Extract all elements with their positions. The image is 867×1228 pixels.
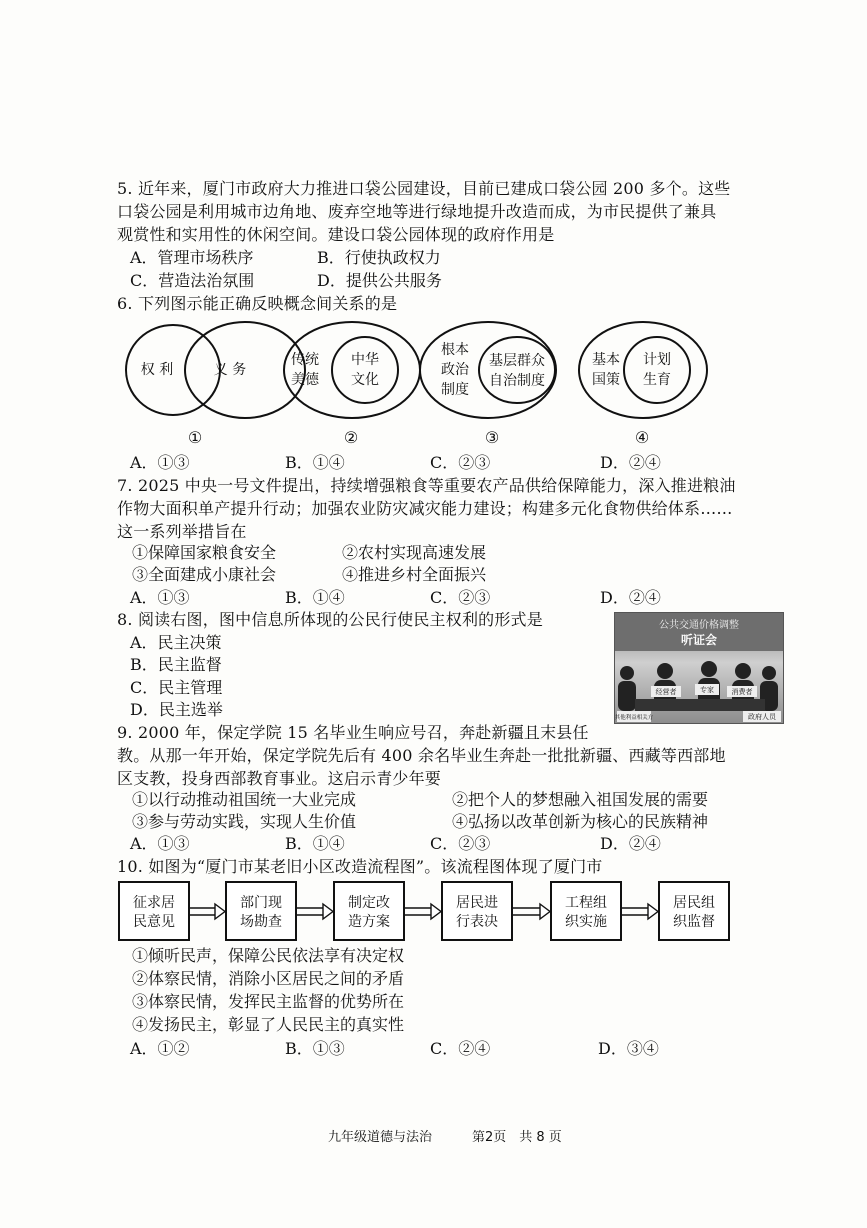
q10-option-d: D．③④	[598, 1039, 659, 1058]
renovation-flowchart	[115, 880, 740, 944]
d2-inner-label-1: 中华	[351, 352, 379, 368]
hearing-photo	[614, 612, 784, 724]
q8-option-d: D．民主选举	[130, 700, 223, 719]
q10-item-1: ①倾听民声，保障公民依法享有决定权	[132, 946, 405, 965]
q7-item-4: ④推进乡村全面振兴	[342, 565, 487, 584]
d1-right-label: 义 务	[213, 362, 247, 378]
q7-item-1: ①保障国家粮食安全	[132, 543, 277, 562]
flow-step-6-line-1: 居民组	[673, 895, 715, 911]
d2-outer-label-1: 传统	[291, 352, 319, 368]
q9-option-d: D．②④	[600, 834, 661, 853]
d3-inner-label-2: 自治制度	[489, 373, 545, 389]
q5-stem-line-2: 口袋公园是利用城市边角地、废弃空地等进行绿地提升改造而成，为市民提供了兼具	[117, 202, 717, 221]
q9-stem-line-1: 9. 2000 年，保定学院 15 名毕业生响应号召，奔赴新疆且末县任	[117, 723, 589, 742]
q9-option-c: C．②③	[430, 834, 491, 853]
q9-item-1: ①以行动推动祖国统一大业完成	[132, 790, 357, 809]
q10-item-3: ③体察民情，发挥民主监督的优势所在	[132, 992, 405, 1011]
q5-stem-line-1: 5. 近年来，厦门市政府大力推进口袋公园建设，目前已建成口袋公园 200 多个。这些	[117, 179, 731, 198]
q9-item-3: ③参与劳动实践，实现人生价值	[132, 812, 357, 831]
q7-item-3: ③全面建成小康社会	[132, 565, 277, 584]
flow-step-3-line-1: 制定改	[348, 895, 390, 911]
label-consumer: 消费者	[731, 688, 753, 696]
d3-outer-label-2: 政治	[441, 362, 469, 378]
flow-step-6-line-2: 织监督	[673, 914, 715, 930]
d1-number: ①	[187, 428, 203, 447]
q5-option-d: D．提供公共服务	[317, 271, 442, 290]
q6-option-c: C．②③	[430, 453, 491, 472]
d4-outer-label-1: 基本	[592, 352, 620, 368]
flow-step-4-box	[442, 882, 512, 940]
flow-step-5-line-1: 工程组	[565, 895, 607, 911]
flow-step-5-line-2: 织实施	[565, 914, 607, 930]
q8-option-b: B．民主监督	[130, 655, 222, 674]
q10-item-4: ④发扬民主，彰显了人民民主的真实性	[132, 1015, 405, 1034]
flow-step-4-line-1: 居民进	[456, 895, 498, 911]
q9-item-4: ④弘扬以改革创新为核心的民族精神	[452, 812, 709, 831]
q10-stem: 10. 如图为“厦门市某老旧小区改造流程图”。该流程图体现了厦门市	[117, 857, 603, 876]
flow-step-3-box	[334, 882, 404, 940]
d3-inner-circle	[479, 337, 555, 403]
d4-inner-circle	[624, 337, 690, 403]
label-expert: 专家	[700, 686, 714, 694]
q6-option-a: A．①③	[130, 453, 190, 472]
q7-stem-line-1: 7. 2025 中央一号文件提出，持续增强粮食等重要农产品供给保障能力，深入推进粮油	[117, 476, 736, 495]
q9-item-2: ②把个人的梦想融入祖国发展的需要	[452, 790, 709, 809]
q10-option-c: C．②④	[430, 1039, 491, 1058]
d2-inner-label-2: 文化	[351, 372, 379, 388]
q7-item-2: ②农村实现高速发展	[342, 543, 487, 562]
d3-inner-label-1: 基层群众	[489, 353, 545, 369]
footer-page-number: 第2页 共 8 页	[472, 1130, 562, 1145]
d4-outer-circle	[579, 322, 707, 418]
q7-stem-line-3: 这一系列举措旨在	[117, 522, 247, 541]
q5-stem-line-3: 观赏性和实用性的休闲空间。建设口袋公园体现的政府作用是	[117, 225, 555, 244]
q6-option-d: D．②④	[600, 453, 661, 472]
q9-option-a: A．①③	[130, 834, 190, 853]
label-operator: 经营者	[655, 688, 677, 696]
label-other-stakeholders: 其他利益相关方	[615, 715, 654, 721]
label-government: 政府人员	[748, 713, 776, 721]
q9-option-b: B．①④	[285, 834, 345, 853]
photo-banner-line-2: 听证会	[680, 633, 718, 647]
q6-option-b: B．①④	[285, 453, 345, 472]
d3-outer-label-3: 制度	[441, 382, 469, 398]
q5-option-a: A．管理市场秩序	[130, 248, 254, 267]
d2-inner-circle	[332, 337, 398, 403]
q6-concept-diagrams	[115, 318, 795, 450]
d1-left-label: 权 利	[140, 362, 174, 378]
flow-step-4-line-2: 行表决	[456, 914, 498, 930]
flow-step-5-box	[551, 882, 621, 940]
q8-option-c: C．民主管理	[130, 678, 223, 697]
footer-subject: 九年级道德与法治	[328, 1130, 433, 1145]
flow-step-2-line-1: 部门现	[240, 895, 282, 911]
d4-number: ④	[634, 428, 650, 447]
q7-option-d: D．②④	[600, 588, 661, 607]
d4-inner-label-1: 计划	[643, 352, 671, 368]
flow-step-2-line-2: 场勘查	[240, 914, 282, 930]
d2-outer-label-2: 美德	[291, 372, 319, 388]
d3-number: ③	[484, 428, 500, 447]
d2-number: ②	[343, 428, 359, 447]
q7-option-c: C．②③	[430, 588, 491, 607]
q9-stem-line-2: 教。从那一年开始，保定学院先后有 400 余名毕业生奔赴一批批新疆、西藏等西部地	[117, 746, 726, 765]
q7-option-b: B．①④	[285, 588, 345, 607]
q7-option-a: A．①③	[130, 588, 190, 607]
flow-step-1-box	[119, 882, 189, 940]
q10-option-a: A．①②	[130, 1039, 190, 1058]
flow-step-1-line-2: 民意见	[133, 914, 175, 930]
flow-step-3-line-2: 造方案	[348, 914, 390, 930]
photo-banner-line-1: 公共交通价格调整	[659, 620, 739, 631]
flow-step-1-line-1: 征求居	[133, 895, 175, 911]
q7-stem-line-2: 作物大面积单产提升行动；加强农业防灾减灾能力建设；构建多元化食物供给体系……	[117, 499, 733, 518]
q10-option-b: B．①③	[285, 1039, 345, 1058]
flow-step-2-box	[226, 882, 296, 940]
q6-stem: 6. 下列图示能正确反映概念间关系的是	[117, 294, 398, 313]
d3-outer-label-1: 根本	[441, 342, 469, 358]
d4-inner-label-2: 生育	[643, 372, 671, 388]
d4-outer-label-2: 国策	[592, 372, 620, 388]
q5-option-b: B．行使执政权力	[317, 248, 441, 267]
q8-option-a: A．民主决策	[130, 633, 222, 652]
q5-option-c: C．营造法治氛围	[130, 271, 255, 290]
flow-step-6-box	[659, 882, 729, 940]
q8-stem: 8. 阅读右图，图中信息所体现的公民行使民主权利的形式是	[117, 610, 543, 629]
q10-item-2: ②体察民情，消除小区居民之间的矛盾	[132, 969, 405, 988]
q9-stem-line-3: 区支教，投身西部教育事业。这启示青少年要	[117, 769, 442, 788]
